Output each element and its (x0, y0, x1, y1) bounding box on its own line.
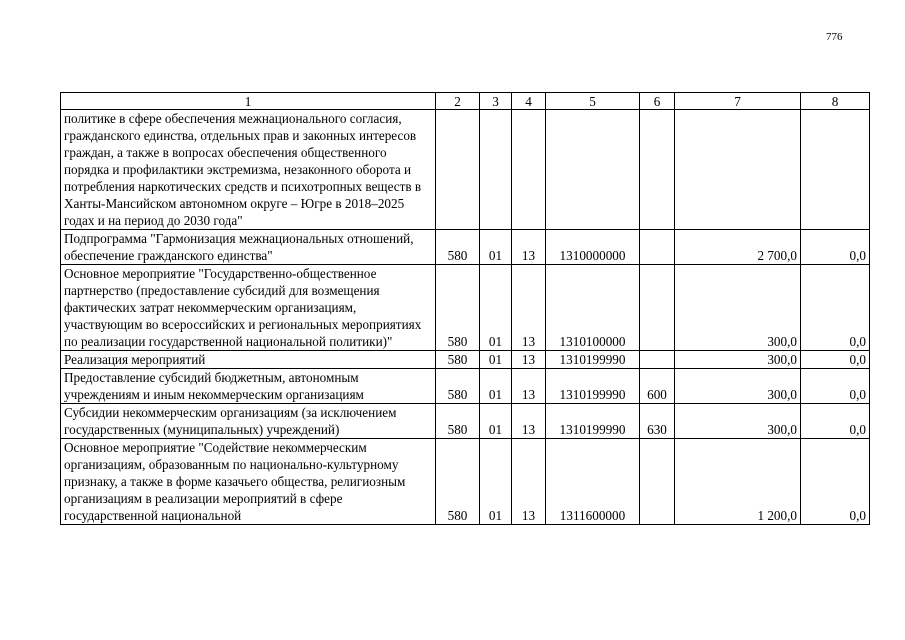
cell-col4: 13 (512, 351, 546, 369)
cell-col6: 630 (640, 404, 675, 439)
row-name: Субсидии некоммерческим организациям (за исключением государственных (муниципальных) учреждений) (61, 404, 436, 439)
cell-col3: 01 (480, 351, 512, 369)
table-row (61, 230, 870, 265)
cell-col5: 1310199990 (546, 351, 640, 369)
cell-col8: 0,0 (801, 439, 870, 525)
cell-col5: 1310199990 (546, 369, 640, 404)
cell-col6 (640, 230, 675, 265)
cell-col8: 0,0 (801, 351, 870, 369)
cell-col8: 0,0 (801, 369, 870, 404)
cell-col7: 300,0 (675, 404, 801, 439)
cell-col3: 01 (480, 230, 512, 265)
cell-col4: 13 (512, 439, 546, 525)
cell-col6 (640, 439, 675, 525)
cell-col7: 2 700,0 (675, 230, 801, 265)
row-name: Основное мероприятие "Содействие некоммерческим организациям, образованным по национально-культурному признаку, а также в форме казачьего общества, религиозным организациям в реализации мероприятий в сфере государственной национальной (61, 439, 436, 525)
cell-col3 (480, 110, 512, 230)
column-header: 4 (512, 93, 546, 110)
table-row (61, 439, 870, 525)
row-name: Подпрограмма "Гармонизация межнациональных отношений, обеспечение гражданского единства" (61, 230, 436, 265)
cell-col8: 0,0 (801, 404, 870, 439)
cell-col5: 1311600000 (546, 439, 640, 525)
cell-col4 (512, 110, 546, 230)
cell-col8: 0,0 (801, 230, 870, 265)
cell-col4: 13 (512, 404, 546, 439)
cell-col7: 300,0 (675, 369, 801, 404)
cell-col4: 13 (512, 230, 546, 265)
table-row (61, 110, 870, 230)
cell-col8 (801, 110, 870, 230)
cell-col7 (675, 110, 801, 230)
cell-col6 (640, 110, 675, 230)
cell-col6 (640, 265, 675, 351)
row-name: Предоставление субсидий бюджетным, автономным учреждениям и иным некоммерческим организациям (61, 369, 436, 404)
cell-col7: 300,0 (675, 351, 801, 369)
cell-col2 (436, 110, 480, 230)
cell-col2: 580 (436, 230, 480, 265)
header-row (61, 93, 870, 110)
row-name: Реализация мероприятий (61, 351, 436, 369)
cell-col6: 600 (640, 369, 675, 404)
budget-table (60, 92, 870, 525)
column-header: 8 (801, 93, 870, 110)
cell-col5: 1310100000 (546, 265, 640, 351)
cell-col7: 300,0 (675, 265, 801, 351)
cell-col4: 13 (512, 369, 546, 404)
cell-col8: 0,0 (801, 265, 870, 351)
cell-col2: 580 (436, 369, 480, 404)
cell-col2: 580 (436, 439, 480, 525)
table-row (61, 369, 870, 404)
page-number: 776 (826, 31, 843, 43)
column-header: 5 (546, 93, 640, 110)
table-row (61, 265, 870, 351)
cell-col3: 01 (480, 369, 512, 404)
cell-col3: 01 (480, 265, 512, 351)
cell-col5: 1310000000 (546, 230, 640, 265)
table-row (61, 351, 870, 369)
cell-col6 (640, 351, 675, 369)
cell-col4: 13 (512, 265, 546, 351)
cell-col2: 580 (436, 404, 480, 439)
column-header: 1 (61, 93, 436, 110)
column-header: 7 (675, 93, 801, 110)
cell-col5: 1310199990 (546, 404, 640, 439)
column-header: 3 (480, 93, 512, 110)
row-name: политике в сфере обеспечения межнационального согласия, гражданского единства, отдельных прав и законных интересов граждан, а также в вопросах обеспечения общественного порядка и профилактики экстремизма, незаконного оборота и потребления наркотических средств и психотропных веществ в Ханты-Мансийском автономном округе – Югре в 2018–2025 годах и на период до 2030 года" (61, 110, 436, 230)
cell-col2: 580 (436, 265, 480, 351)
table-row (61, 404, 870, 439)
column-header: 2 (436, 93, 480, 110)
column-header: 6 (640, 93, 675, 110)
cell-col3: 01 (480, 404, 512, 439)
cell-col2: 580 (436, 351, 480, 369)
cell-col5 (546, 110, 640, 230)
cell-col3: 01 (480, 439, 512, 525)
cell-col7: 1 200,0 (675, 439, 801, 525)
row-name: Основное мероприятие "Государственно-общественное партнерство (предоставление субсидий для возмещения фактических затрат некоммерческим организациям, участвующим во всероссийских и региональных мероприятиях по реализации государственной национальной политики)" (61, 265, 436, 351)
